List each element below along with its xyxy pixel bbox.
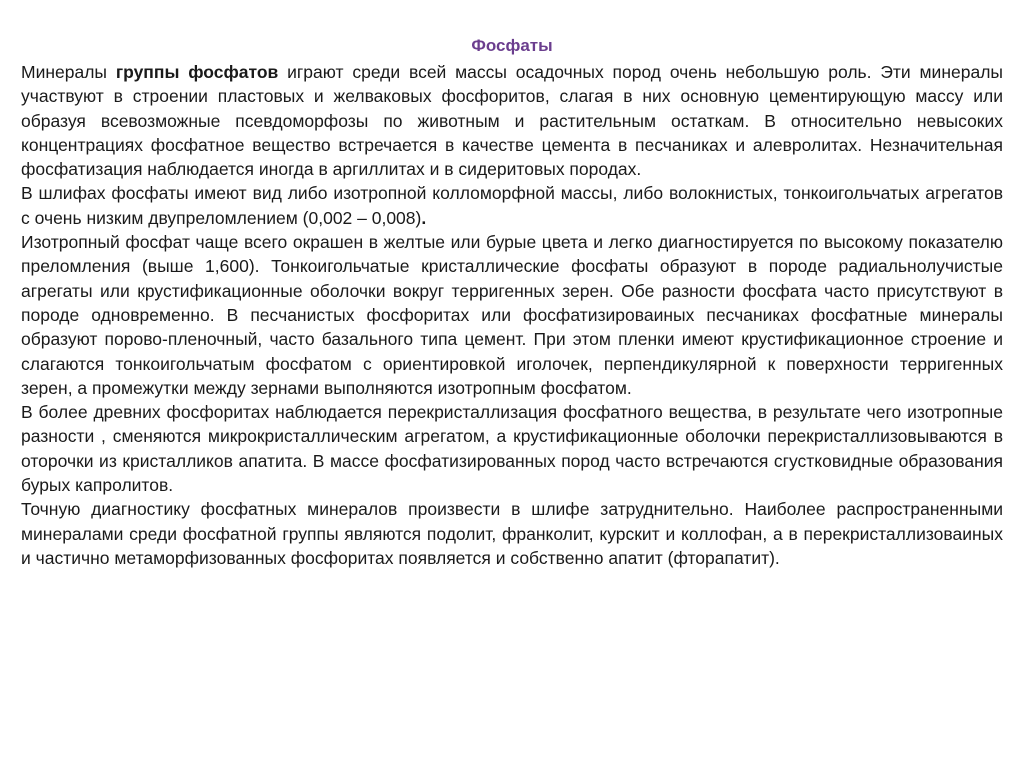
paragraph-1-bold-term: группы фосфатов [115, 62, 279, 82]
paragraph-4: В более древних фосфоритах наблюдается перекристаллизация фосфатного вещества, в результате чего изотропные разности , сменяются микрокристаллическим агрегатом, а крустификационные оболочки перекристаллизовываются в оторочки из кристалликов апатита. В массе фосфатизированных пород часто встречаются сгустковидные образования бурых капролитов. [21, 402, 1003, 496]
paragraph-2-bold-period: . [421, 207, 427, 228]
body-text [21, 60, 1003, 570]
paragraph-1-start: Минералы [21, 62, 116, 82]
paragraph-3: Изотропный фосфат чаще всего окрашен в желтые или бурые цвета и легко диагностируется по высокому показателю преломления (выше 1,600). Тонкоигольчатые кристаллические фосфаты образуют в породе радиальнолучистые агрегаты или крустификационные оболочки вокруг терригенных зерен. Обе разности фосфата часто присутствуют в породе одновременно. В песчанистых фосфоритах или фосфатизироваиных песчаниках фосфатные минералы образуют порово-пленочный, часто базального типа цемент. При этом пленки имеют крустификационное строение и слагаются тонкоигольчатым фосфатом с ориентировкой иголочек, перпендикулярной к поверхности терригенных зерен, а промежутки между зернами выполняются изотропным фосфатом. [21, 232, 1003, 398]
paragraph-2-text: В шлифах фосфаты имеют вид либо изотропной колломорфной массы, либо волокнистых, тонкоигольчатых агрегатов с очень низким двупреломлением (0,002 – 0,008) [21, 183, 1003, 228]
slide-title: Фосфаты [471, 36, 553, 55]
paragraph-1-rest: играют среди всей массы осадочных пород очень небольшую роль. Эти минералы участвуют в строении пластовых и желваковых фосфоритов, слагая в них основную цементирующую массу или образуя всевозможные псевдоморфозы по животным и растительным остаткам. В относительно невысоких концентрациях фосфатное вещество встречается в качестве цемента в песчаниках и алевролитах. Незначительная фосфатизация наблюдается иногда в аргиллитах и в сидеритовых породах. [21, 62, 1003, 180]
paragraph-2 [21, 181, 1003, 230]
paragraph-5: Точную диагностику фосфатных минералов произвести в шлифе затруднительно. Наиболее распространенными минералами среди фосфатной группы являются подолит, франколит, курскит и коллофан, а в перекристаллизоваиных и частично метаморфизованных фосфоритах появляется и собственно апатит (фторапатит). [21, 499, 1003, 568]
paragraph-1 [21, 60, 1003, 181]
